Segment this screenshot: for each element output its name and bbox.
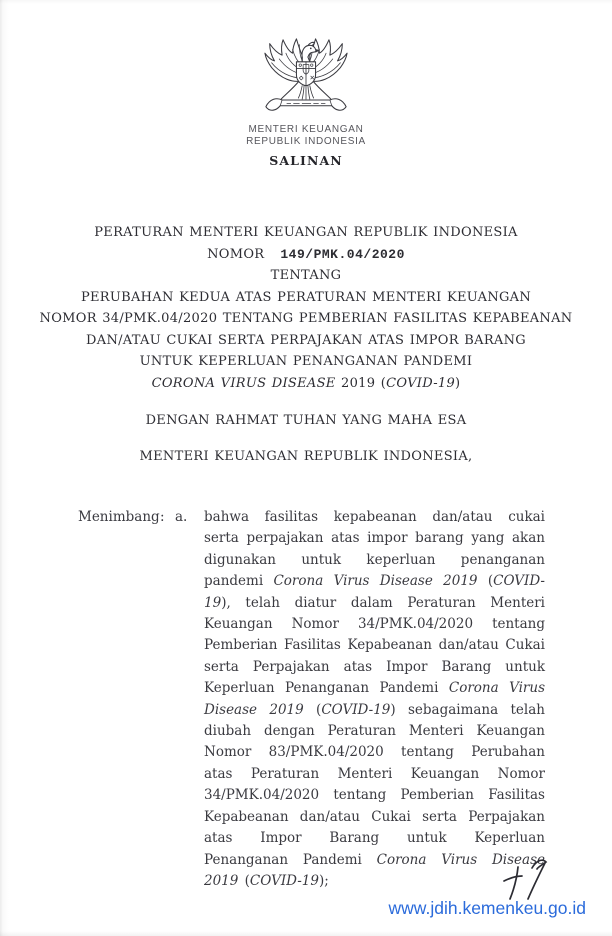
- subject-line-5: CORONA VIRUS DISEASE 2019 (COVID-19): [151, 375, 461, 391]
- item-letter: a.: [175, 509, 188, 525]
- number-value: 149/PMK.04/2020: [280, 246, 405, 262]
- subject-line-3: DAN/ATAU CUKAI SERTA PERPAJAKAN ATAS IMPOR BARANG: [86, 332, 526, 348]
- regulation-title-block: [0, 222, 612, 394]
- menimbang-separator: :: [160, 509, 165, 525]
- subject-line-1: PERUBAHAN KEDUA ATAS PERATURAN MENTERI KEUANGAN: [80, 289, 532, 305]
- salinan-stamp: SALINAN: [269, 153, 343, 168]
- number-label: NOMOR: [207, 246, 265, 262]
- regulation-number-line: [0, 244, 612, 266]
- regulation-heading: PERATURAN MENTERI KEUANGAN REPUBLIK INDONESIA: [94, 225, 518, 240]
- garuda-pancasila-emblem-icon: [258, 36, 354, 122]
- letterhead: [0, 0, 612, 168]
- considerations-section: [0, 507, 612, 892]
- menimbang-label: Menimbang: [78, 509, 160, 525]
- invocation-line: DENGAN RAHMAT TUHAN YANG MAHA ESA: [145, 413, 467, 428]
- subject-line-2: NOMOR 34/PMK.04/2020 TENTANG PEMBERIAN FASILITAS KEPABEANAN: [39, 311, 573, 326]
- jdih-watermark-link[interactable]: www.jdih.kemenkeu.go.id: [388, 898, 586, 918]
- tentang-label: TENTANG: [270, 268, 342, 283]
- subject-line-4: UNTUK KEPERLUAN PENANGANAN PANDEMI: [139, 354, 473, 369]
- ministry-name-line1: MENTERI KEUANGAN: [248, 124, 364, 135]
- ministry-name-line2: REPUBLIK INDONESIA: [246, 135, 366, 147]
- consideration-item-a-text: bahwa fasilitas kepabeanan dan/atau cukai serta perpajakan atas impor barang yang akan digunakan untuk keperluan penanganan pandemi Corona Virus Disease 2019 (COVID-19), telah diatur dalam Peraturan Menteri Keuangan Nomor 34/PMK.04/2020 tentang Pemberian Fasilitas Kepabeanan dan/atau Cukai serta Perpajakan atas Impor Barang untuk Keperluan Penanganan Pandemi Corona Virus Disease 2019 (COVID-19) sebagaimana telah diubah dengan Peraturan Menteri Keuangan Nomor 83/PMK.04/2020 tentang Perubahan atas Peraturan Menteri Keuangan Nomor 34/PMK.04/2020 tentang Pemberian Fasilitas Kepabeanan dan/atau Cukai serta Perpajakan atas Impor Barang untuk Keperluan Penanganan Pandemi Corona Virus Disease 2019 (COVID-19);: [204, 509, 545, 889]
- issuer-line: MENTERI KEUANGAN REPUBLIK INDONESIA,: [139, 449, 473, 464]
